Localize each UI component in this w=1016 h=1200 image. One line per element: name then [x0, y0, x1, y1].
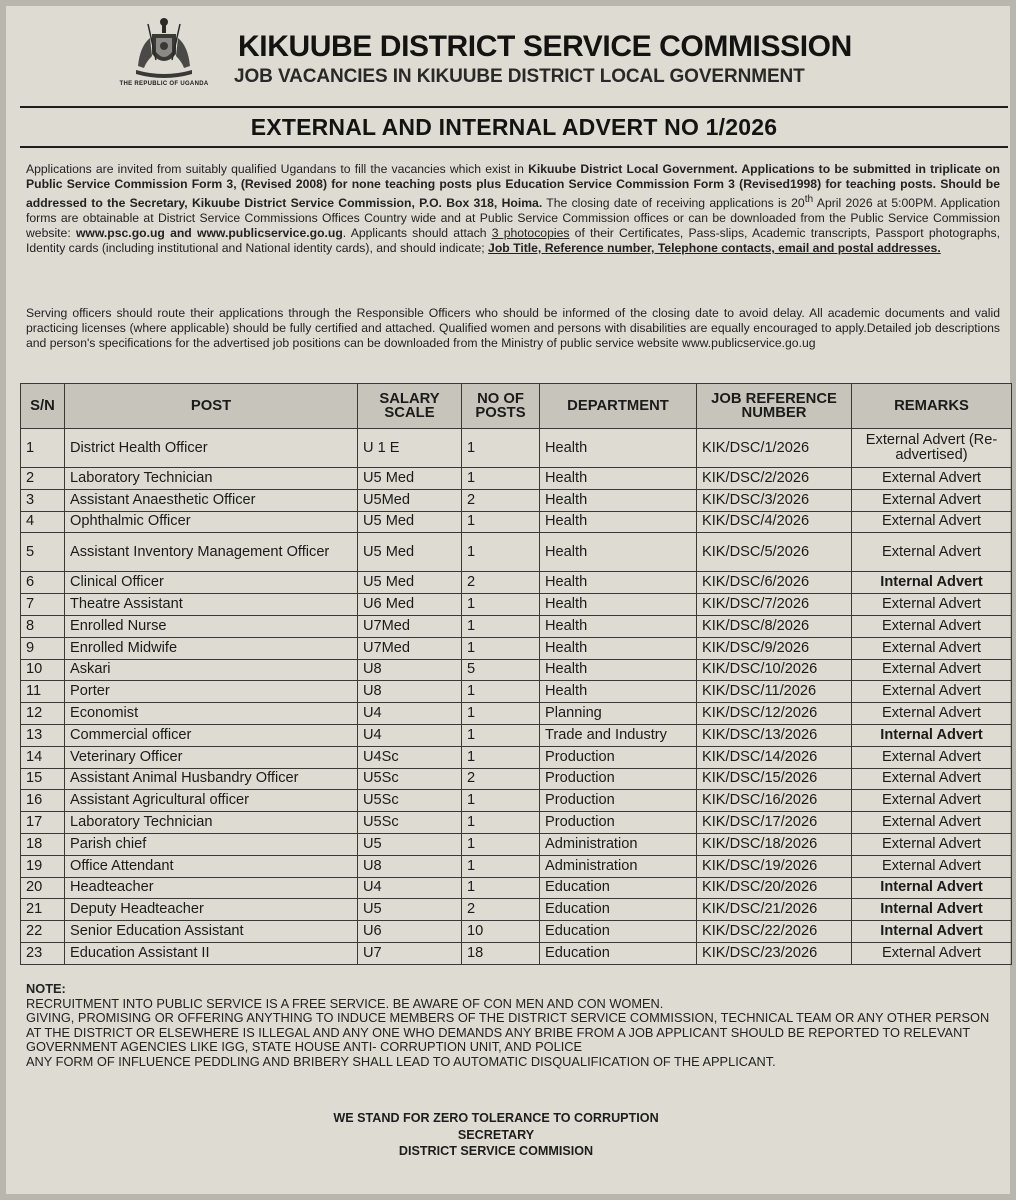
cell-job-reference: KIK/DSC/1/2026	[697, 429, 852, 468]
cell-job-reference: KIK/DSC/7/2026	[697, 594, 852, 616]
cell-department: Health	[540, 489, 697, 511]
cell-job-reference: KIK/DSC/4/2026	[697, 511, 852, 533]
table-row	[21, 511, 1012, 533]
table-row	[21, 681, 1012, 703]
cell-department: Education	[540, 877, 697, 899]
cell-department: Education	[540, 942, 697, 964]
cell-department: Health	[540, 468, 697, 490]
cell-job-reference: KIK/DSC/8/2026	[697, 615, 852, 637]
cell-sn: 18	[21, 833, 65, 855]
cell-no-of-posts: 1	[462, 511, 540, 533]
table-row	[21, 533, 1012, 572]
cell-sn: 5	[21, 533, 65, 572]
cell-post: Enrolled Midwife	[65, 637, 358, 659]
cell-no-of-posts: 5	[462, 659, 540, 681]
cell-post: Theatre Assistant	[65, 594, 358, 616]
table-row	[21, 921, 1012, 943]
cell-job-reference: KIK/DSC/5/2026	[697, 533, 852, 572]
note-line: GIVING, PROMISING OR OFFERING ANYTHING TO INDUCE MEMBERS OF THE DISTRICT SERVICE COMMISSION, TECHNICAL TEAM OR ANY OTHER PERSON AT THE DISTRICT OR ELSEWHERE IS ILLEGAL AND ANY ONE WHO DEMANDS ANY BRIBE FROM A JOB APPLICANT SHOULD BE REPORTED TO RELEVANT GOVERNMENT AGENCIES LIKE IGG, STATE HOUSE ANTI- CORRUPTION UNIT, AND POLICE	[26, 1010, 990, 1055]
cell-salary-scale: U5 Med	[358, 572, 462, 594]
col-salary-scale: SALARY SCALE	[358, 384, 462, 429]
cell-remarks: Internal Advert	[852, 921, 1012, 943]
cell-job-reference: KIK/DSC/20/2026	[697, 877, 852, 899]
cell-department: Production	[540, 768, 697, 790]
cell-salary-scale: U5 Med	[358, 533, 462, 572]
cell-no-of-posts: 2	[462, 489, 540, 511]
col-job-reference: JOB REFERENCE NUMBER	[697, 384, 852, 429]
cell-no-of-posts: 2	[462, 768, 540, 790]
coat-of-arms-icon	[128, 16, 200, 80]
cell-job-reference: KIK/DSC/6/2026	[697, 572, 852, 594]
cell-remarks: External Advert	[852, 533, 1012, 572]
table-row	[21, 746, 1012, 768]
table-row	[21, 812, 1012, 834]
cell-sn: 10	[21, 659, 65, 681]
note-heading: NOTE:	[26, 981, 66, 996]
table-row	[21, 703, 1012, 725]
cell-no-of-posts: 1	[462, 429, 540, 468]
cell-department: Health	[540, 429, 697, 468]
col-sn: S/N	[21, 384, 65, 429]
divider-bottom	[20, 146, 1008, 148]
cell-no-of-posts: 1	[462, 877, 540, 899]
cell-no-of-posts: 2	[462, 572, 540, 594]
cell-post: Office Attendant	[65, 855, 358, 877]
cell-post: Education Assistant II	[65, 942, 358, 964]
cell-remarks: External Advert	[852, 615, 1012, 637]
cell-no-of-posts: 1	[462, 724, 540, 746]
table-row	[21, 489, 1012, 511]
vacancies-subtitle: JOB VACANCIES IN KIKUUBE DISTRICT LOCAL GOVERNMENT	[234, 66, 805, 87]
cell-department: Health	[540, 594, 697, 616]
cell-post: Clinical Officer	[65, 572, 358, 594]
cell-remarks: Internal Advert	[852, 724, 1012, 746]
cell-job-reference: KIK/DSC/9/2026	[697, 637, 852, 659]
cell-department: Administration	[540, 833, 697, 855]
cell-sn: 16	[21, 790, 65, 812]
cell-sn: 21	[21, 899, 65, 921]
cell-remarks: Internal Advert	[852, 572, 1012, 594]
cell-salary-scale: U5 Med	[358, 468, 462, 490]
cell-department: Education	[540, 899, 697, 921]
crest-caption: THE REPUBLIC OF UGANDA	[119, 81, 209, 87]
cell-no-of-posts: 1	[462, 681, 540, 703]
cell-sn: 17	[21, 812, 65, 834]
cell-no-of-posts: 1	[462, 594, 540, 616]
cell-sn: 23	[21, 942, 65, 964]
cell-post: District Health Officer	[65, 429, 358, 468]
cell-salary-scale: U7Med	[358, 637, 462, 659]
cell-department: Health	[540, 659, 697, 681]
cell-job-reference: KIK/DSC/14/2026	[697, 746, 852, 768]
cell-post: Senior Education Assistant	[65, 921, 358, 943]
vacancies-table-body	[21, 429, 1012, 965]
table-row	[21, 833, 1012, 855]
cell-sn: 8	[21, 615, 65, 637]
cell-job-reference: KIK/DSC/2/2026	[697, 468, 852, 490]
cell-job-reference: KIK/DSC/22/2026	[697, 921, 852, 943]
cell-job-reference: KIK/DSC/21/2026	[697, 899, 852, 921]
cell-post: Enrolled Nurse	[65, 615, 358, 637]
cell-remarks: External Advert	[852, 594, 1012, 616]
cell-no-of-posts: 2	[462, 899, 540, 921]
cell-salary-scale: U5Sc	[358, 790, 462, 812]
cell-department: Health	[540, 615, 697, 637]
cell-remarks: External Advert	[852, 468, 1012, 490]
cell-no-of-posts: 1	[462, 812, 540, 834]
cell-post: Economist	[65, 703, 358, 725]
cell-post: Assistant Inventory Management Officer	[65, 533, 358, 572]
cell-salary-scale: U4	[358, 877, 462, 899]
cell-no-of-posts: 1	[462, 615, 540, 637]
table-row	[21, 594, 1012, 616]
cell-no-of-posts: 1	[462, 833, 540, 855]
cell-no-of-posts: 1	[462, 790, 540, 812]
cell-sn: 20	[21, 877, 65, 899]
cell-remarks: External Advert	[852, 746, 1012, 768]
divider-top	[20, 106, 1008, 108]
cell-remarks: External Advert	[852, 703, 1012, 725]
cell-department: Trade and Industry	[540, 724, 697, 746]
cell-post: Parish chief	[65, 833, 358, 855]
note-section	[26, 982, 1006, 1070]
cell-remarks: Internal Advert	[852, 899, 1012, 921]
cell-remarks: External Advert	[852, 681, 1012, 703]
cell-remarks: External Advert	[852, 768, 1012, 790]
coat-of-arms	[118, 16, 210, 96]
cell-remarks: External Advert	[852, 833, 1012, 855]
cell-job-reference: KIK/DSC/18/2026	[697, 833, 852, 855]
serving-officers-paragraph: Serving officers should route their applications through the Responsible Officers who should be informed of the closing date to avoid delay. All academic documents and valid practicing licenses (where applicable) should be fully certified and attached. Qualified women and persons with disabilities are equally encouraged to apply.Detailed job descriptions and person's specifications for the advertised job positions can be downloaded from the Ministry of public service website www.publicservice.go.ug	[26, 306, 1000, 350]
cell-department: Production	[540, 790, 697, 812]
cell-remarks: External Advert	[852, 855, 1012, 877]
cell-salary-scale: U5	[358, 833, 462, 855]
table-row	[21, 572, 1012, 594]
cell-no-of-posts: 1	[462, 533, 540, 572]
cell-department: Health	[540, 681, 697, 703]
table-row	[21, 855, 1012, 877]
zero-tolerance-slogan: WE STAND FOR ZERO TOLERANCE TO CORRUPTION	[333, 1111, 659, 1125]
table-row	[21, 615, 1012, 637]
cell-remarks: Internal Advert	[852, 877, 1012, 899]
cell-job-reference: KIK/DSC/12/2026	[697, 703, 852, 725]
table-row	[21, 468, 1012, 490]
cell-job-reference: KIK/DSC/3/2026	[697, 489, 852, 511]
cell-remarks: External Advert (Re-advertised)	[852, 429, 1012, 468]
cell-post: Laboratory Technician	[65, 812, 358, 834]
cell-department: Health	[540, 637, 697, 659]
cell-salary-scale: U4Sc	[358, 746, 462, 768]
cell-job-reference: KIK/DSC/16/2026	[697, 790, 852, 812]
cell-salary-scale: U7Med	[358, 615, 462, 637]
cell-no-of-posts: 18	[462, 942, 540, 964]
table-header-row	[21, 384, 1012, 429]
cell-post: Deputy Headteacher	[65, 899, 358, 921]
cell-sn: 12	[21, 703, 65, 725]
cell-post: Veterinary Officer	[65, 746, 358, 768]
signature-block	[286, 1110, 706, 1160]
commission-title: KIKUUBE DISTRICT SERVICE COMMISSION	[238, 30, 852, 63]
cell-sn: 15	[21, 768, 65, 790]
table-row	[21, 768, 1012, 790]
cell-sn: 22	[21, 921, 65, 943]
table-row	[21, 429, 1012, 468]
advert-page	[6, 6, 1010, 1194]
cell-department: Health	[540, 572, 697, 594]
cell-salary-scale: U5Med	[358, 489, 462, 511]
cell-sn: 11	[21, 681, 65, 703]
cell-post: Assistant Animal Husbandry Officer	[65, 768, 358, 790]
advert-title: EXTERNAL AND INTERNAL ADVERT NO 1/2026	[250, 114, 778, 140]
cell-sn: 19	[21, 855, 65, 877]
cell-job-reference: KIK/DSC/23/2026	[697, 942, 852, 964]
cell-remarks: External Advert	[852, 790, 1012, 812]
cell-salary-scale: U5Sc	[358, 812, 462, 834]
cell-sn: 3	[21, 489, 65, 511]
cell-salary-scale: U6 Med	[358, 594, 462, 616]
cell-job-reference: KIK/DSC/15/2026	[697, 768, 852, 790]
cell-no-of-posts: 10	[462, 921, 540, 943]
cell-post: Headteacher	[65, 877, 358, 899]
table-row	[21, 899, 1012, 921]
cell-department: Education	[540, 921, 697, 943]
cell-department: Health	[540, 511, 697, 533]
cell-remarks: External Advert	[852, 812, 1012, 834]
cell-remarks: External Advert	[852, 637, 1012, 659]
cell-post: Commercial officer	[65, 724, 358, 746]
table-row	[21, 942, 1012, 964]
cell-department: Production	[540, 746, 697, 768]
cell-post: Laboratory Technician	[65, 468, 358, 490]
cell-sn: 13	[21, 724, 65, 746]
cell-job-reference: KIK/DSC/19/2026	[697, 855, 852, 877]
cell-job-reference: KIK/DSC/17/2026	[697, 812, 852, 834]
cell-no-of-posts: 1	[462, 746, 540, 768]
col-post: POST	[65, 384, 358, 429]
col-department: DEPARTMENT	[540, 384, 697, 429]
cell-sn: 1	[21, 429, 65, 468]
cell-job-reference: KIK/DSC/13/2026	[697, 724, 852, 746]
cell-sn: 2	[21, 468, 65, 490]
cell-remarks: External Advert	[852, 511, 1012, 533]
cell-department: Planning	[540, 703, 697, 725]
signatory-title: SECRETARY	[457, 1127, 535, 1142]
cell-job-reference: KIK/DSC/11/2026	[697, 681, 852, 703]
note-line: RECRUITMENT INTO PUBLIC SERVICE IS A FREE SERVICE. BE AWARE OF CON MEN AND CON WOMEN.	[26, 995, 664, 1011]
cell-job-reference: KIK/DSC/10/2026	[697, 659, 852, 681]
cell-post: Assistant Anaesthetic Officer	[65, 489, 358, 511]
cell-salary-scale: U5	[358, 899, 462, 921]
cell-sn: 6	[21, 572, 65, 594]
cell-salary-scale: U6	[358, 921, 462, 943]
cell-salary-scale: U4	[358, 703, 462, 725]
cell-sn: 9	[21, 637, 65, 659]
intro-paragraph: Applications are invited from suitably qualified Ugandans to fill the vacancies which exist in Kikuube District Local Government. Applications to be submitted in triplicate on Public Service Commission Form 3, (Revised 2008) for none teaching posts plus Education Service Commission Form 3 (Revised1998) for teaching posts. Should be addressed to the Secretary, Kikuube District Service Commission, P.O. Box 318, Hoima. The closing date of receiving applications is 20th April 2026 at 5:00PM. Application forms are obtainable at District Service Commissions Offices Country wide and at Public Service Commission offices or can be downloaded from the Public Service Commission website: www.psc.go.ug and www.publicservice.go.ug. Applicants should attach 3 photocopies of their Certificates, Pass-slips, Academic transcripts, Passport photographs, Identity cards (including institutional and National identity cards), and should indicate; Job Title, Reference number, Telephone contacts, email and postal addresses.	[26, 162, 1000, 256]
table-row	[21, 637, 1012, 659]
table-row	[21, 724, 1012, 746]
cell-salary-scale: U8	[358, 855, 462, 877]
cell-department: Production	[540, 812, 697, 834]
note-line: ANY FORM OF INFLUENCE PEDDLING AND BRIBERY SHALL LEAD TO AUTOMATIC DISQUALIFICATION OF THE APPLICANT.	[26, 1053, 776, 1069]
cell-salary-scale: U8	[358, 681, 462, 703]
cell-salary-scale: U5Sc	[358, 768, 462, 790]
cell-no-of-posts: 1	[462, 703, 540, 725]
cell-post: Assistant Agricultural officer	[65, 790, 358, 812]
cell-no-of-posts: 1	[462, 637, 540, 659]
table-row	[21, 790, 1012, 812]
cell-sn: 7	[21, 594, 65, 616]
signatory-office: DISTRICT SERVICE COMMISION	[398, 1144, 594, 1158]
cell-salary-scale: U4	[358, 724, 462, 746]
cell-salary-scale: U7	[358, 942, 462, 964]
cell-department: Administration	[540, 855, 697, 877]
cell-remarks: External Advert	[852, 659, 1012, 681]
table-row	[21, 659, 1012, 681]
cell-no-of-posts: 1	[462, 855, 540, 877]
cell-salary-scale: U5 Med	[358, 511, 462, 533]
cell-post: Ophthalmic Officer	[65, 511, 358, 533]
cell-post: Porter	[65, 681, 358, 703]
table-row	[21, 877, 1012, 899]
cell-sn: 14	[21, 746, 65, 768]
cell-department: Health	[540, 533, 697, 572]
cell-salary-scale: U8	[358, 659, 462, 681]
cell-salary-scale: U 1 E	[358, 429, 462, 468]
cell-remarks: External Advert	[852, 942, 1012, 964]
cell-no-of-posts: 1	[462, 468, 540, 490]
col-remarks: REMARKS	[852, 384, 1012, 429]
cell-post: Askari	[65, 659, 358, 681]
col-no-of-posts: NO OF POSTS	[462, 384, 540, 429]
cell-remarks: External Advert	[852, 489, 1012, 511]
vacancies-table	[20, 383, 1012, 965]
cell-sn: 4	[21, 511, 65, 533]
